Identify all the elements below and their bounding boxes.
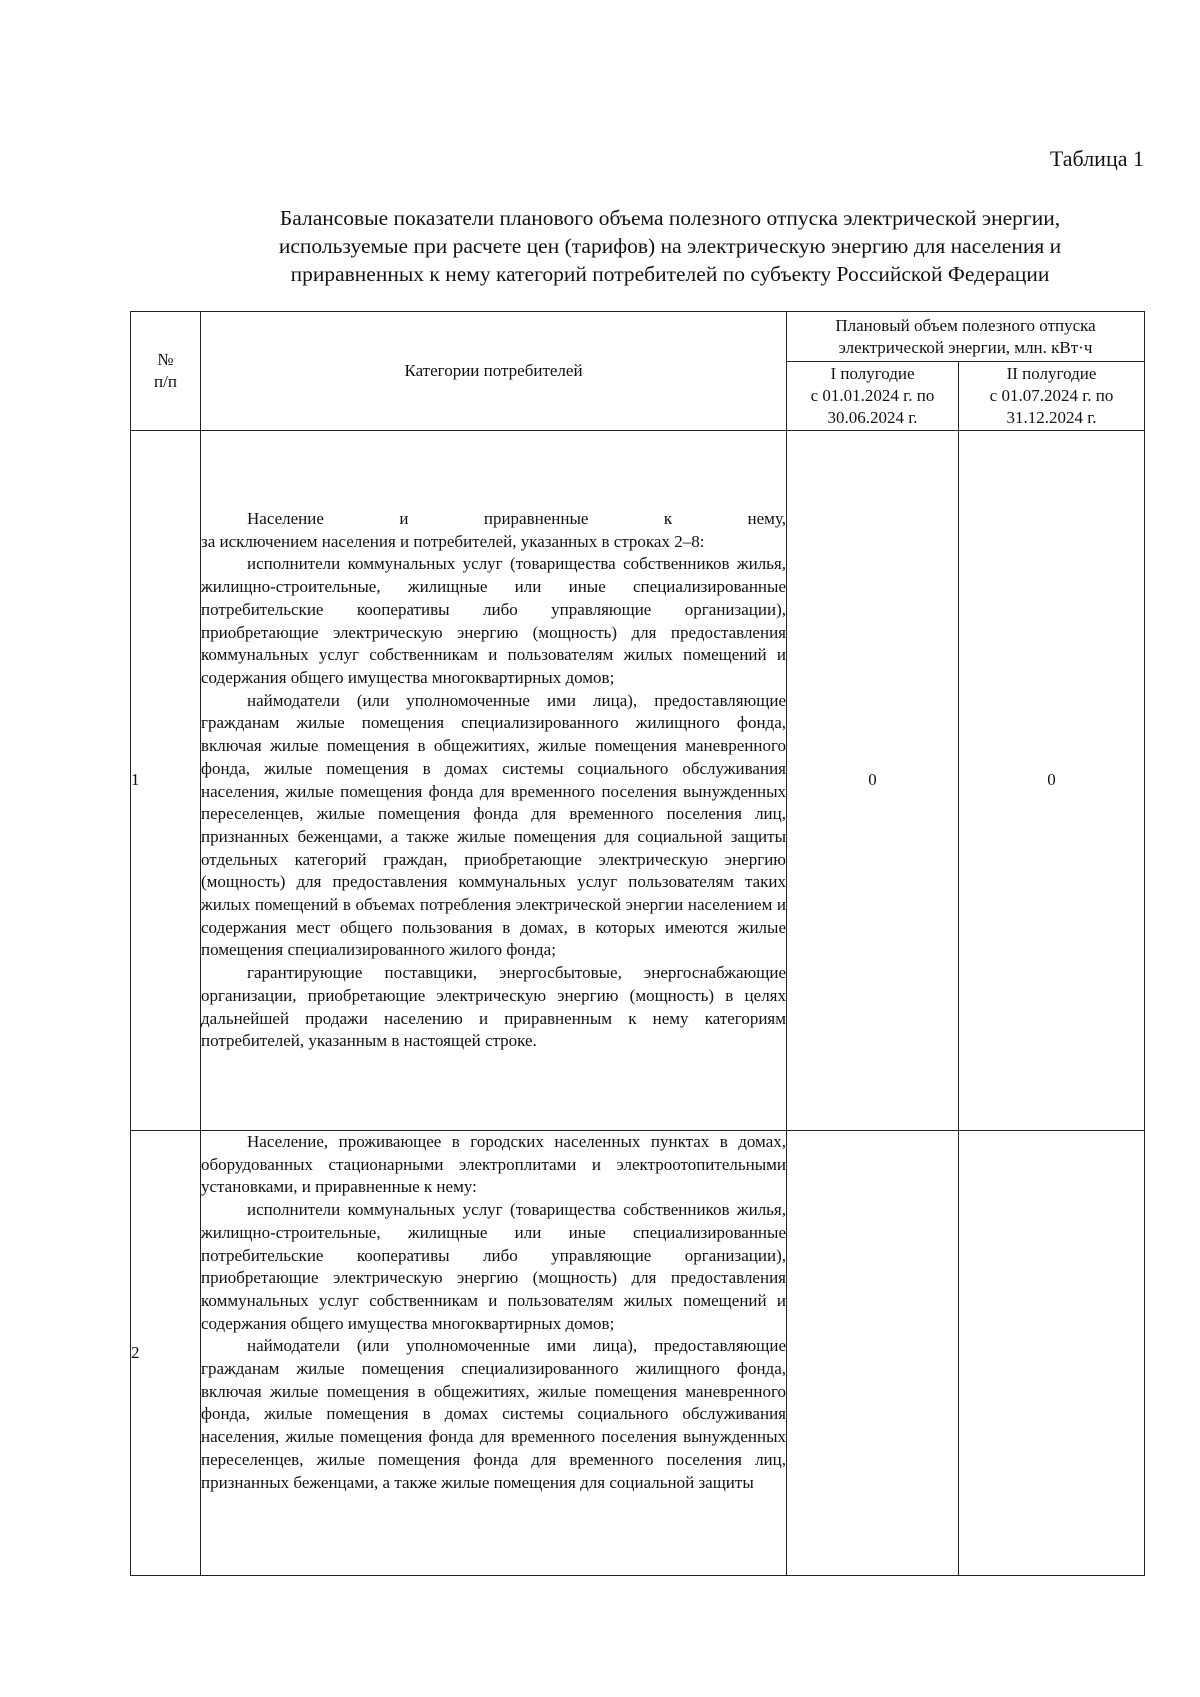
row-number: 2 xyxy=(131,1131,201,1576)
header-planned-volume xyxy=(787,312,1145,362)
header-first-half-line-1: I полугодие xyxy=(830,364,915,383)
header-first-half-year xyxy=(787,362,959,431)
header-planned-volume-line-1: Плановый объем полезного отпуска xyxy=(835,315,1096,335)
row-number: 1 xyxy=(131,431,201,1131)
category-text-clip xyxy=(201,1131,786,1494)
header-number-abbr: п/п xyxy=(154,372,177,391)
header-row-1 xyxy=(131,312,1145,362)
row-value-second-half: 0 xyxy=(959,431,1145,1131)
category-paragraph: гарантирующие поставщики, энергосбытовые, энергоснабжающие организации, приобретающие электрическую энергию (мощность) в целях дальнейшей продажи населению и приравненным к нему категориям потребителей, указанным в настоящей строке. xyxy=(201,963,786,1051)
header-categories: Категории потребителей xyxy=(201,312,787,431)
header-first-half-line-2: с 01.01.2024 г. по xyxy=(810,386,935,405)
header-number xyxy=(131,312,201,431)
row-value-first-half: 0 xyxy=(787,431,959,1131)
table-label: Таблица 1 xyxy=(1049,146,1144,171)
row-value-second-half xyxy=(959,1131,1145,1576)
category-paragraph: исполнители коммунальных услуг (товарищества собственников жилья, жилищно-строительные, жилищные или иные специализированные потребительские кооперативы либо управляющие организации), приобретающие электрическую энергию (мощность) для предоставления коммунальных услуг собственникам и пользователям жилых помещений и содержания общего имущества многоквартирных домов; xyxy=(201,554,786,687)
row-category-text xyxy=(201,431,787,1131)
table-row xyxy=(131,1131,1145,1576)
category-paragraph: наймодатели (или уполномоченные ими лица), предоставляющие гражданам жилые помещения специализированного жилищного фонда, включая жилые помещения в общежитиях, жилые помещения маневренного фонда, жилые помещения в домах системы социального обслуживания населения, жилые помещения фонда для временного поселения вынужденных переселенцев, жилые помещения фонда для временного поселения лиц, признанных беженцами, а также жилые помещения для социальной защиты xyxy=(201,1336,786,1492)
header-first-half-line-3: 30.06.2024 г. xyxy=(827,408,918,427)
category-paragraph: наймодатели (или уполномоченные ими лица), предоставляющие гражданам жилые помещения специализированного жилищного фонда, включая жилые помещения в общежитиях, жилые помещения маневренного фонда, жилые помещения в домах системы социального обслуживания населения, жилые помещения фонда для временного поселения вынужденных переселенцев, жилые помещения фонда для временного поселения лиц, признанных беженцами, а также жилые помещения для социальной защиты отдельных категорий граждан, приобретающие электрическую энергию (мощность) для предоставления коммунальных услуг пользователям таких жилых помещений в объемах потребления электрической энергии населением и содержания мест общего пользования в домах, в которых имеются жилые помещения специализированного жилого фонда; xyxy=(201,690,786,960)
header-second-half-line-2: с 01.07.2024 г. по xyxy=(989,386,1114,405)
row-value-first-half xyxy=(787,1131,959,1576)
header-second-half-line-1: II полугодие xyxy=(1006,364,1097,383)
category-intro: Население и приравненные к нему, xyxy=(247,509,786,529)
header-number-symbol: № xyxy=(157,350,174,369)
header-second-half-year xyxy=(959,362,1145,431)
header-planned-volume-line-2: электрической энергии, млн. кВт·ч xyxy=(838,337,1093,357)
balance-table xyxy=(130,311,1145,1576)
category-paragraph: исполнители коммунальных услуг (товарищества собственников жилья, жилищно-строительные, жилищные или иные специализированные потребительские кооперативы либо управляющие организации), приобретающие электрическую энергию (мощность) для предоставления коммунальных услуг собственникам и пользователям жилых помещений и содержания общего имущества многоквартирных домов; xyxy=(201,1200,786,1333)
category-intro-continued: за исключением населения и потребителей, указанных в строках 2–8: xyxy=(201,531,705,551)
category-intro: Население, проживающее в городских населенных пунктах в домах, оборудованных стационарными электроплитами и электроотопительными установками, и приравненные к нему: xyxy=(201,1132,786,1197)
document-title xyxy=(200,204,1140,288)
table-row xyxy=(131,431,1145,1131)
title-line-2: используемые при расчете цен (тарифов) на электрическую энергию для населения и xyxy=(278,234,1062,258)
header-second-half-line-3: 31.12.2024 г. xyxy=(1006,408,1097,427)
row-category-text xyxy=(201,1131,787,1576)
title-line-1: Балансовые показатели планового объема полезного отпуска электрической энергии, xyxy=(279,206,1061,230)
title-line-3: приравненных к нему категорий потребителей по субъекту Российской Федерации xyxy=(290,262,1050,286)
